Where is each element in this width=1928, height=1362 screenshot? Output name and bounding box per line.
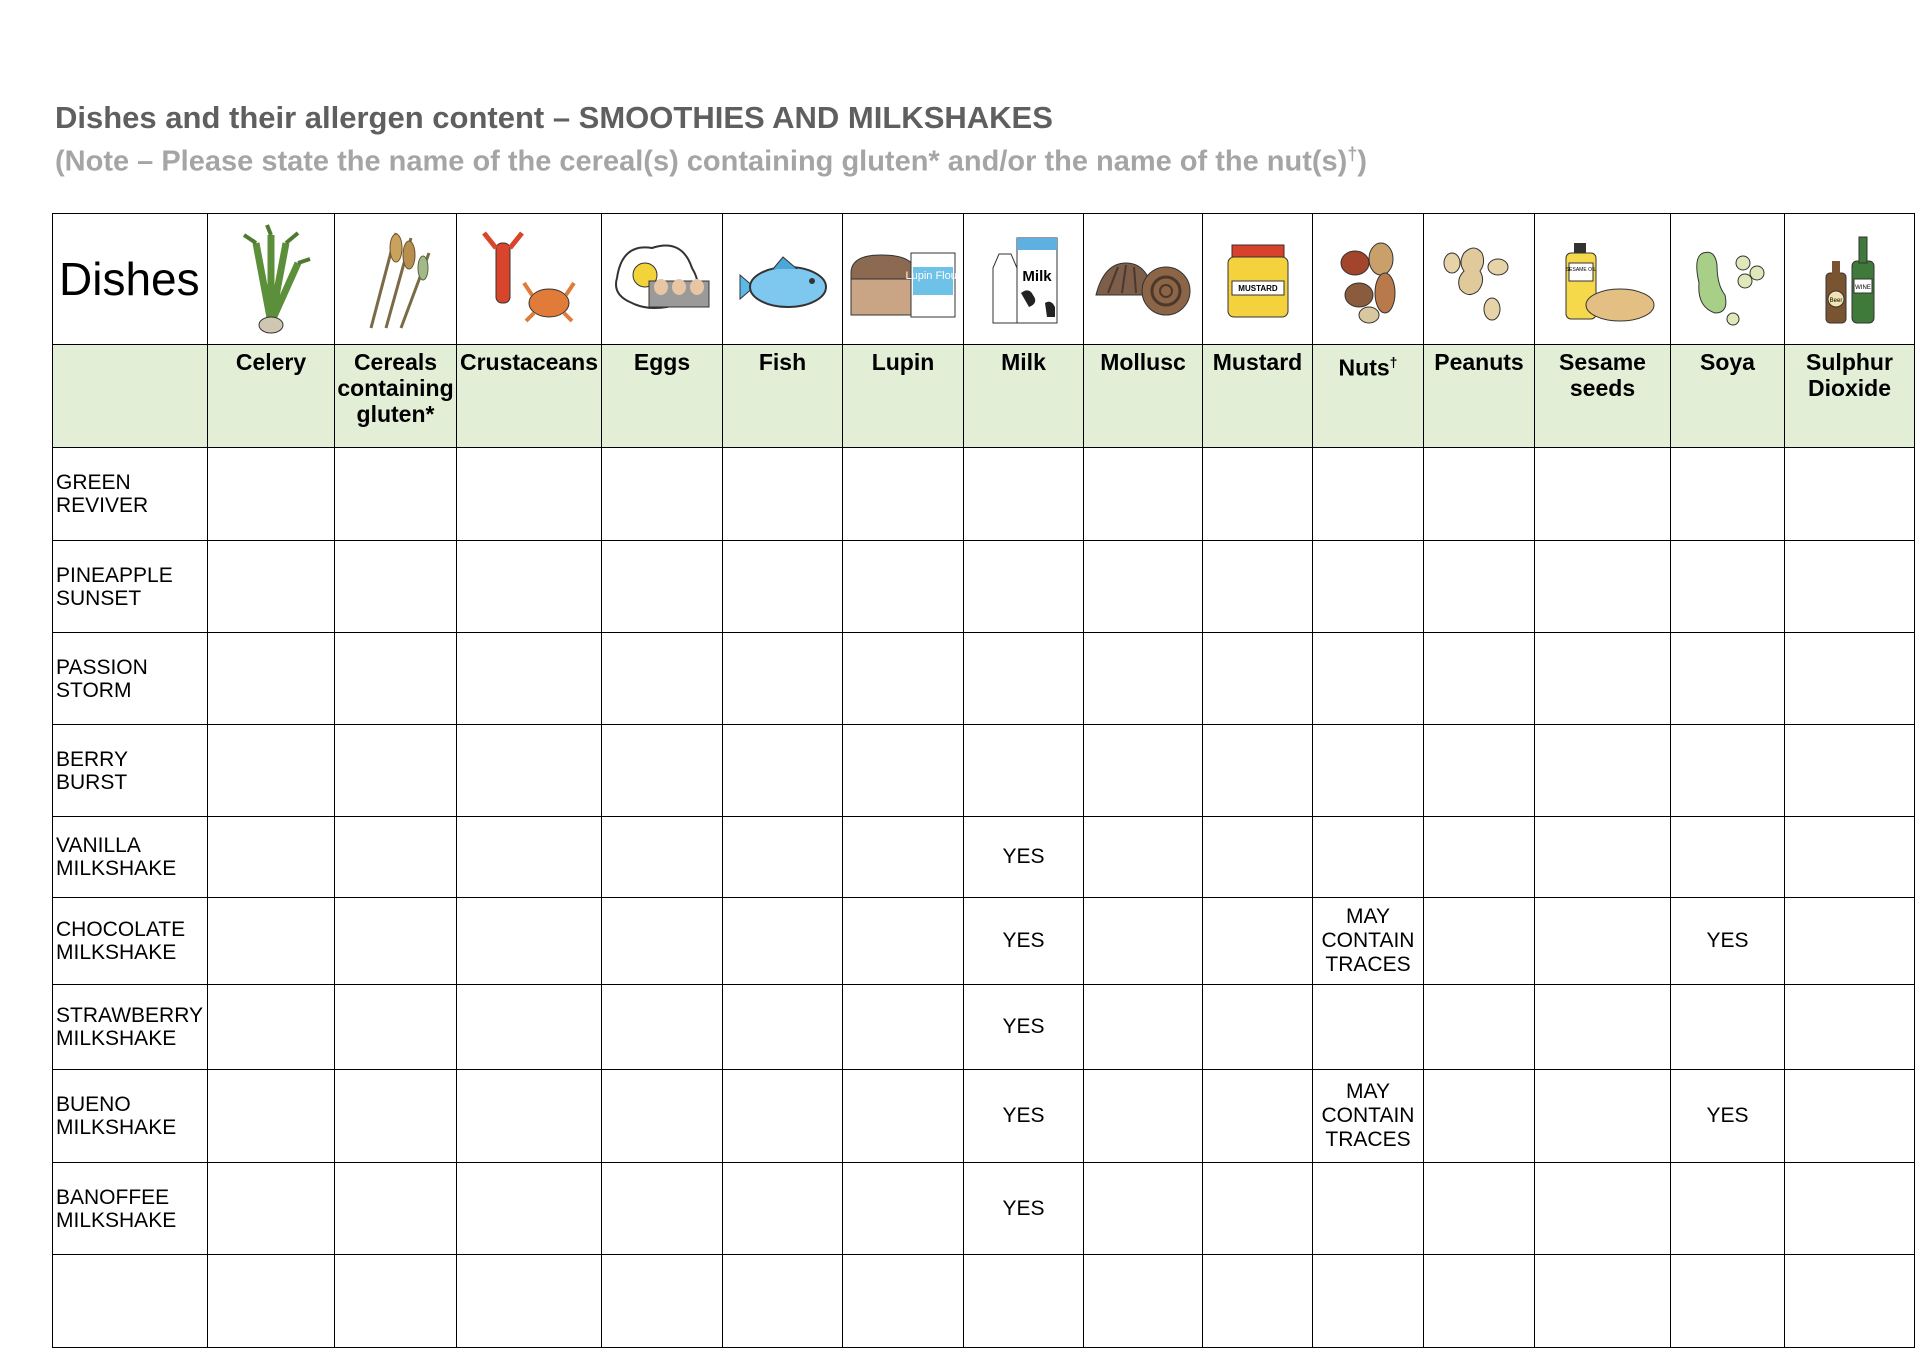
allergen-cell [457, 725, 602, 817]
allergen-cell [1671, 633, 1785, 725]
allergen-cell [843, 633, 964, 725]
allergen-cell [335, 1255, 457, 1348]
allergen-cell [457, 1070, 602, 1163]
allergen-cell [1671, 541, 1785, 633]
allergen-cell [1671, 817, 1785, 898]
allergen-cell [602, 985, 723, 1070]
table-row [53, 633, 1915, 725]
allergen-cell [1785, 725, 1915, 817]
milk-icon-cell [964, 214, 1084, 345]
allergen-cell [723, 1163, 843, 1255]
dish-name-line: PASSION [56, 655, 148, 679]
sulphur-dioxide-icon [1810, 223, 1890, 335]
label-blank [53, 345, 208, 448]
sesame-icon [1548, 223, 1658, 335]
allergen-cell [1424, 448, 1535, 541]
lupin-icon-cell [843, 214, 964, 345]
dish-name-line: STORM [56, 678, 132, 702]
eggs-icon-cell [602, 214, 723, 345]
beer-icon-label: Beer [1829, 298, 1842, 304]
allergen-cell [208, 1070, 335, 1163]
allergen-cell [1535, 633, 1671, 725]
allergen-cell [723, 1255, 843, 1348]
dish-name-line: MILKSHAKE [56, 1027, 177, 1050]
allergen-cell [964, 448, 1084, 541]
allergen-cell [457, 817, 602, 898]
allergen-cell [208, 1163, 335, 1255]
allergen-cell [1535, 985, 1671, 1070]
page-title: Dishes and their allergen content – SMOOTHIES AND MILKSHAKES [55, 100, 1053, 135]
allergen-cell [1424, 541, 1535, 633]
allergen-cell [1671, 1163, 1785, 1255]
allergen-cell [1084, 541, 1203, 633]
allergen-table [52, 213, 1915, 1348]
note-text: (Note – Please state the name of the cereal(s) containing gluten* and/or the name of the nut(s) [55, 145, 1348, 178]
dish-name-line: MILKSHAKE [56, 1116, 177, 1139]
col-label-milk: Milk [964, 345, 1084, 448]
wine-icon-label: WINE [1854, 285, 1871, 291]
allergen-cell [602, 898, 723, 985]
allergen-cell [723, 725, 843, 817]
allergen-cell [208, 541, 335, 633]
soya-icon-cell [1671, 214, 1785, 345]
table-row [53, 541, 1915, 633]
allergen-cell [1424, 985, 1535, 1070]
allergen-cell [1203, 1163, 1313, 1255]
dish-name-cell [53, 1163, 208, 1255]
allergen-cell [1084, 448, 1203, 541]
table-row [53, 985, 1915, 1070]
allergen-cell [1785, 898, 1915, 985]
dish-name-line: MILKSHAKE [56, 1208, 177, 1232]
allergen-cell [208, 817, 335, 898]
allergen-cell [335, 898, 457, 985]
dish-name-line: GREEN [56, 471, 131, 494]
mollusc-icon-cell [1084, 214, 1203, 345]
allergen-cell [602, 725, 723, 817]
allergen-cell [335, 541, 457, 633]
allergen-cell [1671, 725, 1785, 817]
table-row [53, 1163, 1915, 1255]
col-label-cereals: Cereals containing gluten* [335, 345, 457, 448]
dish-name-line: PINEAPPLE [56, 563, 173, 587]
allergen-cell [843, 725, 964, 817]
dish-name-line: MILKSHAKE [56, 857, 177, 880]
allergen-cell [335, 985, 457, 1070]
dish-name-line: BERRY [56, 747, 128, 771]
allergen-cell [723, 633, 843, 725]
allergen-cell [1084, 817, 1203, 898]
allergen-cell [1203, 1070, 1313, 1163]
allergen-cell [1203, 985, 1313, 1070]
allergen-cell [964, 541, 1084, 633]
allergen-cell [602, 1255, 723, 1348]
dish-name-cell [53, 448, 208, 541]
allergen-cell [335, 448, 457, 541]
allergen-cell [1203, 541, 1313, 633]
dish-name-cell [53, 898, 208, 985]
col-label-celery: Celery [208, 345, 335, 448]
col-label-soya: Soya [1671, 345, 1785, 448]
allergen-cell [602, 448, 723, 541]
allergen-cell [602, 1163, 723, 1255]
allergen-cell [1203, 725, 1313, 817]
nuts-icon-cell [1313, 214, 1424, 345]
allergen-cell [602, 817, 723, 898]
table-row [53, 1255, 1915, 1348]
allergen-cell [1313, 1163, 1424, 1255]
allergen-cell [457, 985, 602, 1070]
allergen-cell: YES [964, 985, 1084, 1070]
allergen-cell [1785, 541, 1915, 633]
allergen-cell: MAY CONTAIN TRACES [1313, 1070, 1424, 1163]
allergen-cell [1084, 898, 1203, 985]
allergen-cell [1203, 633, 1313, 725]
mustard-icon [1218, 223, 1298, 335]
dish-name-line: CHOCOLATE [56, 918, 186, 941]
table-row [53, 817, 1915, 898]
allergen-cell [457, 898, 602, 985]
sesame-icon-cell [1535, 214, 1671, 345]
allergen-cell [1535, 898, 1671, 985]
col-label-mollusc: Mollusc [1084, 345, 1203, 448]
allergen-cell: YES [1671, 1070, 1785, 1163]
allergen-cell [457, 1255, 602, 1348]
lupin-icon [845, 223, 961, 335]
allergen-cell [964, 633, 1084, 725]
allergen-cell [1084, 1163, 1203, 1255]
allergen-cell [335, 817, 457, 898]
allergen-cell: YES [964, 1070, 1084, 1163]
celery-icon-cell [208, 214, 335, 345]
allergen-cell [843, 817, 964, 898]
allergen-cell [964, 1255, 1084, 1348]
allergen-cell [843, 448, 964, 541]
allergen-cell [335, 725, 457, 817]
col-label-fish: Fish [723, 345, 843, 448]
allergen-cell [1203, 448, 1313, 541]
allergen-cell [1424, 1070, 1535, 1163]
allergen-cell [1203, 817, 1313, 898]
page-note [55, 144, 1367, 179]
col-label-nuts [1313, 345, 1424, 448]
dish-name-line: MILKSHAKE [56, 941, 177, 964]
allergen-cell [1424, 725, 1535, 817]
peanuts-icon [1434, 223, 1524, 335]
allergen-cell [457, 1163, 602, 1255]
table-row [53, 1070, 1915, 1163]
allergen-cell [1424, 1163, 1535, 1255]
allergen-cell [843, 1255, 964, 1348]
allergen-cell [723, 1070, 843, 1163]
allergen-cell [457, 633, 602, 725]
note-close: ) [1357, 145, 1368, 178]
allergen-cell [1424, 1255, 1535, 1348]
allergen-cell [1203, 1255, 1313, 1348]
cereals-icon [351, 223, 441, 335]
milk-icon [979, 223, 1069, 335]
allergen-cell [602, 541, 723, 633]
allergen-cell [1785, 1070, 1915, 1163]
dish-name-line: STRAWBERRY [56, 1004, 204, 1027]
allergen-cell [335, 1163, 457, 1255]
fish-icon-cell [723, 214, 843, 345]
dish-name-line: BURST [56, 770, 128, 794]
soya-icon [1683, 223, 1773, 335]
allergen-cell [1313, 448, 1424, 541]
allergen-cell [1671, 985, 1785, 1070]
allergen-cell [1424, 898, 1535, 985]
allergen-cell [1313, 1255, 1424, 1348]
sulphur-dioxide-icon-cell [1785, 214, 1915, 345]
crustaceans-icon [474, 223, 584, 335]
allergen-cell [1535, 1070, 1671, 1163]
allergen-cell [843, 541, 964, 633]
allergen-cell [723, 985, 843, 1070]
allergen-cell [1313, 633, 1424, 725]
allergen-cell [1313, 817, 1424, 898]
allergen-cell [723, 541, 843, 633]
allergen-cell [1313, 725, 1424, 817]
col-label-crustaceans: Crustaceans [457, 345, 602, 448]
table-row [53, 725, 1915, 817]
allergen-cell [723, 817, 843, 898]
allergen-cell [208, 725, 335, 817]
lupin-icon-label: Lupin Flour [905, 270, 961, 282]
dish-name-cell [53, 1070, 208, 1163]
dish-name-line: REVIVER [56, 494, 149, 517]
allergen-cell [1424, 817, 1535, 898]
allergen-cell: YES [964, 898, 1084, 985]
dish-name-cell [53, 1255, 208, 1348]
crustaceans-icon-cell [457, 214, 602, 345]
allergen-cell [1535, 448, 1671, 541]
eggs-icon [607, 223, 717, 335]
allergen-cell [1203, 898, 1313, 985]
allergen-label-row [53, 345, 1915, 448]
allergen-cell [602, 633, 723, 725]
allergen-cell [457, 541, 602, 633]
nuts-icon [1323, 223, 1413, 335]
allergen-cell [602, 1070, 723, 1163]
table-row [53, 898, 1915, 985]
milk-icon-label: Milk [1021, 268, 1052, 285]
allergen-cell [208, 633, 335, 725]
allergen-cell [1313, 541, 1424, 633]
allergen-cell [1084, 985, 1203, 1070]
dish-name-cell [53, 985, 208, 1070]
peanuts-icon-cell [1424, 214, 1535, 345]
mustard-icon-label: MUSTARD [1237, 284, 1278, 293]
dish-name-line: VANILLA [56, 834, 141, 857]
allergen-cell [208, 985, 335, 1070]
col-label-nuts-text: Nuts [1338, 354, 1390, 381]
celery-icon [226, 223, 316, 335]
icon-row [53, 214, 1915, 345]
cereals-icon-cell [335, 214, 457, 345]
allergen-cell [1535, 541, 1671, 633]
allergen-cell [1084, 1255, 1203, 1348]
col-label-peanuts: Peanuts [1424, 345, 1535, 448]
allergen-cell [1084, 633, 1203, 725]
allergen-cell [1785, 633, 1915, 725]
dish-name-cell [53, 817, 208, 898]
dish-name-line: SUNSET [56, 586, 142, 610]
allergen-cell [1671, 448, 1785, 541]
col-label-nuts-dagger: † [1389, 354, 1398, 370]
allergen-cell [964, 725, 1084, 817]
allergen-cell [1785, 1255, 1915, 1348]
mollusc-icon [1088, 223, 1198, 335]
allergen-cell [1785, 448, 1915, 541]
dishes-header: Dishes [53, 214, 208, 345]
allergen-cell [208, 448, 335, 541]
table-row [53, 448, 1915, 541]
dish-name-line: BANOFFEE [56, 1185, 170, 1209]
allergen-cell [1785, 817, 1915, 898]
fish-icon [728, 223, 838, 335]
allergen-cell [208, 898, 335, 985]
col-label-mustard: Mustard [1203, 345, 1313, 448]
col-label-eggs: Eggs [602, 345, 723, 448]
allergen-cell [1084, 1070, 1203, 1163]
allergen-cell [1424, 633, 1535, 725]
allergen-cell [1084, 725, 1203, 817]
mustard-icon-cell [1203, 214, 1313, 345]
allergen-cell [1785, 985, 1915, 1070]
allergen-cell [1535, 1255, 1671, 1348]
allergen-cell [843, 898, 964, 985]
allergen-cell [335, 1070, 457, 1163]
allergen-cell [843, 1163, 964, 1255]
allergen-cell [335, 633, 457, 725]
dish-name-cell [53, 725, 208, 817]
allergen-cell: MAY CONTAIN TRACES [1313, 898, 1424, 985]
note-dagger: † [1347, 144, 1358, 164]
dish-name-cell [53, 633, 208, 725]
allergen-cell [843, 1070, 964, 1163]
allergen-cell [208, 1255, 335, 1348]
allergen-cell [1313, 985, 1424, 1070]
allergen-cell [723, 898, 843, 985]
allergen-cell [1535, 1163, 1671, 1255]
dish-name-line: BUENO [56, 1093, 131, 1116]
col-label-sesame: Sesame seeds [1535, 345, 1671, 448]
dish-name-cell [53, 541, 208, 633]
allergen-cell: YES [964, 1163, 1084, 1255]
allergen-cell [1535, 817, 1671, 898]
allergen-cell: YES [964, 817, 1084, 898]
sesame-icon-label: SESAME OIL [1565, 267, 1596, 273]
allergen-cell [723, 448, 843, 541]
col-label-lupin: Lupin [843, 345, 964, 448]
allergen-cell [1535, 725, 1671, 817]
allergen-cell [1785, 1163, 1915, 1255]
allergen-cell [457, 448, 602, 541]
allergen-cell [1671, 1255, 1785, 1348]
allergen-cell: YES [1671, 898, 1785, 985]
allergen-cell [843, 985, 964, 1070]
col-label-sulphur-dioxide: Sulphur Dioxide [1785, 345, 1915, 448]
